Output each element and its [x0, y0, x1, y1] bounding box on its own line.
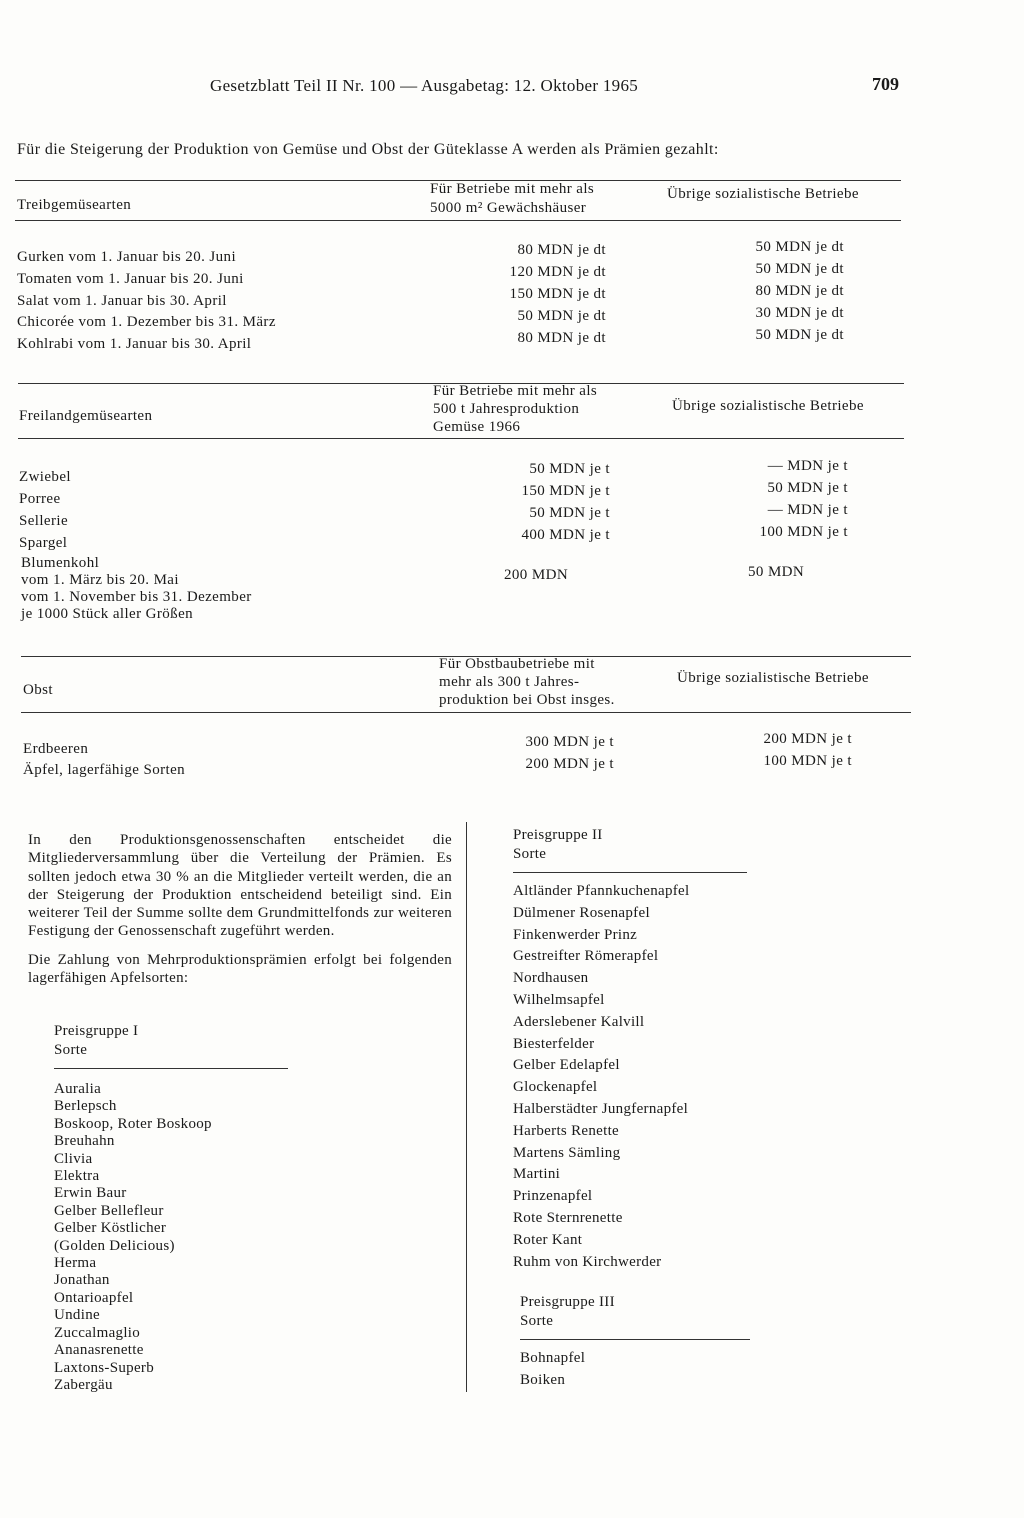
table-cell: Kohlrabi vom 1. Januar bis 30. April — [17, 336, 252, 352]
list-item: Ruhm von Kirchwerder — [513, 1253, 662, 1270]
table-cell: 120 MDN je dt — [509, 264, 606, 280]
table-cell: 50 MDN — [748, 564, 805, 580]
list-item: Aderslebener Kalvill — [513, 1013, 645, 1030]
table-cell: vom 1. November bis 31. Dezember — [21, 589, 252, 605]
paragraph: In den Produktionsgenossenschaften entscheidet die Mitgliederversammlung über die Verteilung der Prämien. Es sollten jedoch etwa 30 % an die Mitglieder verteilt werden, die an der Steigerung der Produktion entscheidend beteiligt sind. Ein weiterer Teil der Summe sollte dem Grundmittelfonds zur weiteren Festigung der Genossenschaft zugeführt werden. — [28, 832, 452, 940]
list-item: Dülmener Rosenapfel — [513, 904, 650, 921]
column-header: Für Betriebe mit mehr als — [430, 181, 595, 197]
column-header: Für Betriebe mit mehr als — [433, 383, 598, 399]
paragraph: Die Zahlung von Mehrproduktionsprämien erfolgt bei folgenden lagerfähigen Apfelsorten: — [28, 951, 452, 987]
list-item: Herma — [54, 1255, 97, 1272]
table-cell: 50 MDN je t — [529, 461, 610, 477]
table-cell: 50 MDN je t — [767, 480, 848, 496]
table-rule — [18, 438, 904, 439]
column-header: mehr als 300 t Jahres- — [439, 674, 580, 690]
list-item: Gelber Köstlicher — [54, 1220, 167, 1237]
table-cell: 50 MDN je dt — [755, 327, 844, 343]
table-cell: je 1000 Stück aller Größen — [21, 606, 194, 622]
list-item: Nordhausen — [513, 970, 589, 987]
table-cell: 50 MDN je t — [529, 505, 610, 521]
table-cell: Chicorée vom 1. Dezember bis 31. März — [17, 314, 276, 330]
column-header: 500 t Jahresproduktion — [433, 401, 580, 417]
table-cell: 80 MDN je dt — [755, 283, 844, 299]
table-cell: 100 MDN je t — [759, 524, 848, 540]
table-cell: Porree — [19, 491, 61, 507]
list-item: Altländer Pfannkuchenapfel — [513, 883, 690, 899]
list-item: Finkenwerder Prinz — [513, 926, 638, 943]
table-cell: 200 MDN je t — [763, 731, 852, 747]
table-rule — [21, 712, 911, 713]
group-title: Preisgruppe I — [54, 1023, 139, 1039]
list-item: Martini — [513, 1166, 561, 1183]
list-item: Undine — [54, 1307, 100, 1324]
list-item: Zabergäu — [54, 1376, 113, 1393]
column-header: Für Obstbaubetriebe mit — [439, 656, 595, 672]
list-item: Jonathan — [54, 1272, 110, 1289]
list-item: Wilhelmsapfel — [513, 991, 605, 1008]
table-cell: 50 MDN je dt — [755, 239, 844, 255]
column-header: 5000 m² Gewächshäuser — [430, 200, 587, 216]
body-text — [28, 831, 452, 997]
page-header: Gesetzblatt Teil II Nr. 100 — Ausgabetag: 12. Oktober 1965 — [210, 76, 639, 95]
list-item: Harberts Renette — [513, 1122, 620, 1139]
list-item: Halberstädter Jungfernapfel — [513, 1100, 689, 1117]
group-rule — [54, 1068, 288, 1069]
list-item: Elektra — [54, 1168, 100, 1185]
table-cell: 30 MDN je dt — [755, 305, 844, 321]
preisgruppe-1 — [54, 1022, 288, 1394]
table-cell: — MDN je t — [767, 502, 848, 518]
list-item: Biesterfelder — [513, 1035, 595, 1052]
list-item: Gestreifter Römerapfel — [513, 948, 659, 965]
table-cell: Sellerie — [19, 513, 69, 529]
group-title: Preisgruppe II — [513, 827, 603, 843]
list-item: Clivia — [54, 1150, 93, 1167]
column-header: Treibgemüsearten — [17, 197, 132, 213]
list-item: Gelber Edelapfel — [513, 1057, 620, 1074]
group-rule — [513, 872, 747, 873]
preisgruppe-2 — [513, 826, 747, 1273]
column-header: Freilandgemüsearten — [19, 408, 153, 424]
table-cell: Salat vom 1. Januar bis 30. April — [17, 293, 227, 309]
table-cell: Erdbeeren — [23, 741, 89, 757]
table-cell: Gurken vom 1. Januar bis 20. Juni — [17, 249, 237, 265]
table-cell: Tomaten vom 1. Januar bis 20. Juni — [17, 271, 244, 287]
column-header: Gemüse 1966 — [433, 419, 521, 435]
list-item: Gelber Bellefleur — [54, 1202, 164, 1219]
table-cell: 400 MDN je t — [521, 527, 610, 543]
table-cell: 300 MDN je t — [525, 734, 614, 750]
list-item: (Golden Delicious) — [54, 1237, 175, 1254]
list-item: Roter Kant — [513, 1231, 583, 1248]
group-rule — [520, 1339, 750, 1340]
group-subtitle: Sorte — [54, 1042, 88, 1058]
table-cell: — MDN je t — [767, 458, 848, 474]
list-item: Prinzenapfel — [513, 1188, 593, 1205]
table-cell: vom 1. März bis 20. Mai — [21, 572, 179, 588]
list-item: Bohnapfel — [520, 1350, 586, 1366]
list-item: Breuhahn — [54, 1133, 115, 1150]
column-header: Obst — [23, 682, 53, 698]
group-subtitle: Sorte — [513, 846, 547, 862]
table-cell: 80 MDN je dt — [517, 242, 606, 258]
column-header: Übrige sozialistische Betriebe — [677, 670, 869, 686]
intro-text: Für die Steigerung der Produktion von Gemüse und Obst der Güteklasse A werden als Prämien gezahlt: — [17, 141, 719, 158]
table-cell: Zwiebel — [19, 469, 71, 485]
table-cell: 80 MDN je dt — [517, 330, 606, 346]
list-item: Erwin Baur — [54, 1185, 127, 1202]
table-cell: 150 MDN je dt — [509, 286, 606, 302]
column-header: produktion bei Obst insges. — [439, 692, 615, 708]
table-cell: Blumenkohl — [21, 555, 100, 571]
list-item: Rote Sternrenette — [513, 1209, 623, 1226]
table-cell: Äpfel, lagerfähige Sorten — [23, 762, 186, 778]
table-cell: 200 MDN je t — [525, 756, 614, 772]
column-header: Übrige sozialistische Betriebe — [672, 398, 864, 414]
list-item: Boskoop, Roter Boskoop — [54, 1115, 212, 1132]
table-cell: 100 MDN je t — [763, 753, 852, 769]
list-item: Auralia — [54, 1081, 102, 1097]
column-header: Übrige sozialistische Betriebe — [667, 186, 859, 202]
list-item: Laxtons-Superb — [54, 1359, 155, 1376]
group-title: Preisgruppe III — [520, 1294, 615, 1310]
list-item: Berlepsch — [54, 1098, 117, 1115]
list-item: Boiken — [520, 1371, 566, 1388]
table-cell: 200 MDN — [504, 567, 569, 583]
table-rule — [15, 220, 901, 221]
preisgruppe-3 — [520, 1293, 750, 1392]
table-cell: 50 MDN je dt — [755, 261, 844, 277]
page-number: 709 — [872, 74, 899, 94]
list-item: Ontarioapfel — [54, 1289, 134, 1306]
table-cell: 150 MDN je t — [521, 483, 610, 499]
list-item: Glockenapfel — [513, 1079, 598, 1096]
column-divider — [466, 822, 467, 1392]
table-cell: Spargel — [19, 535, 68, 551]
table-cell: 50 MDN je dt — [517, 308, 606, 324]
list-item: Zuccalmaglio — [54, 1324, 141, 1341]
list-item: Martens Sämling — [513, 1144, 621, 1161]
group-subtitle: Sorte — [520, 1313, 554, 1329]
list-item: Ananasrenette — [54, 1342, 144, 1359]
